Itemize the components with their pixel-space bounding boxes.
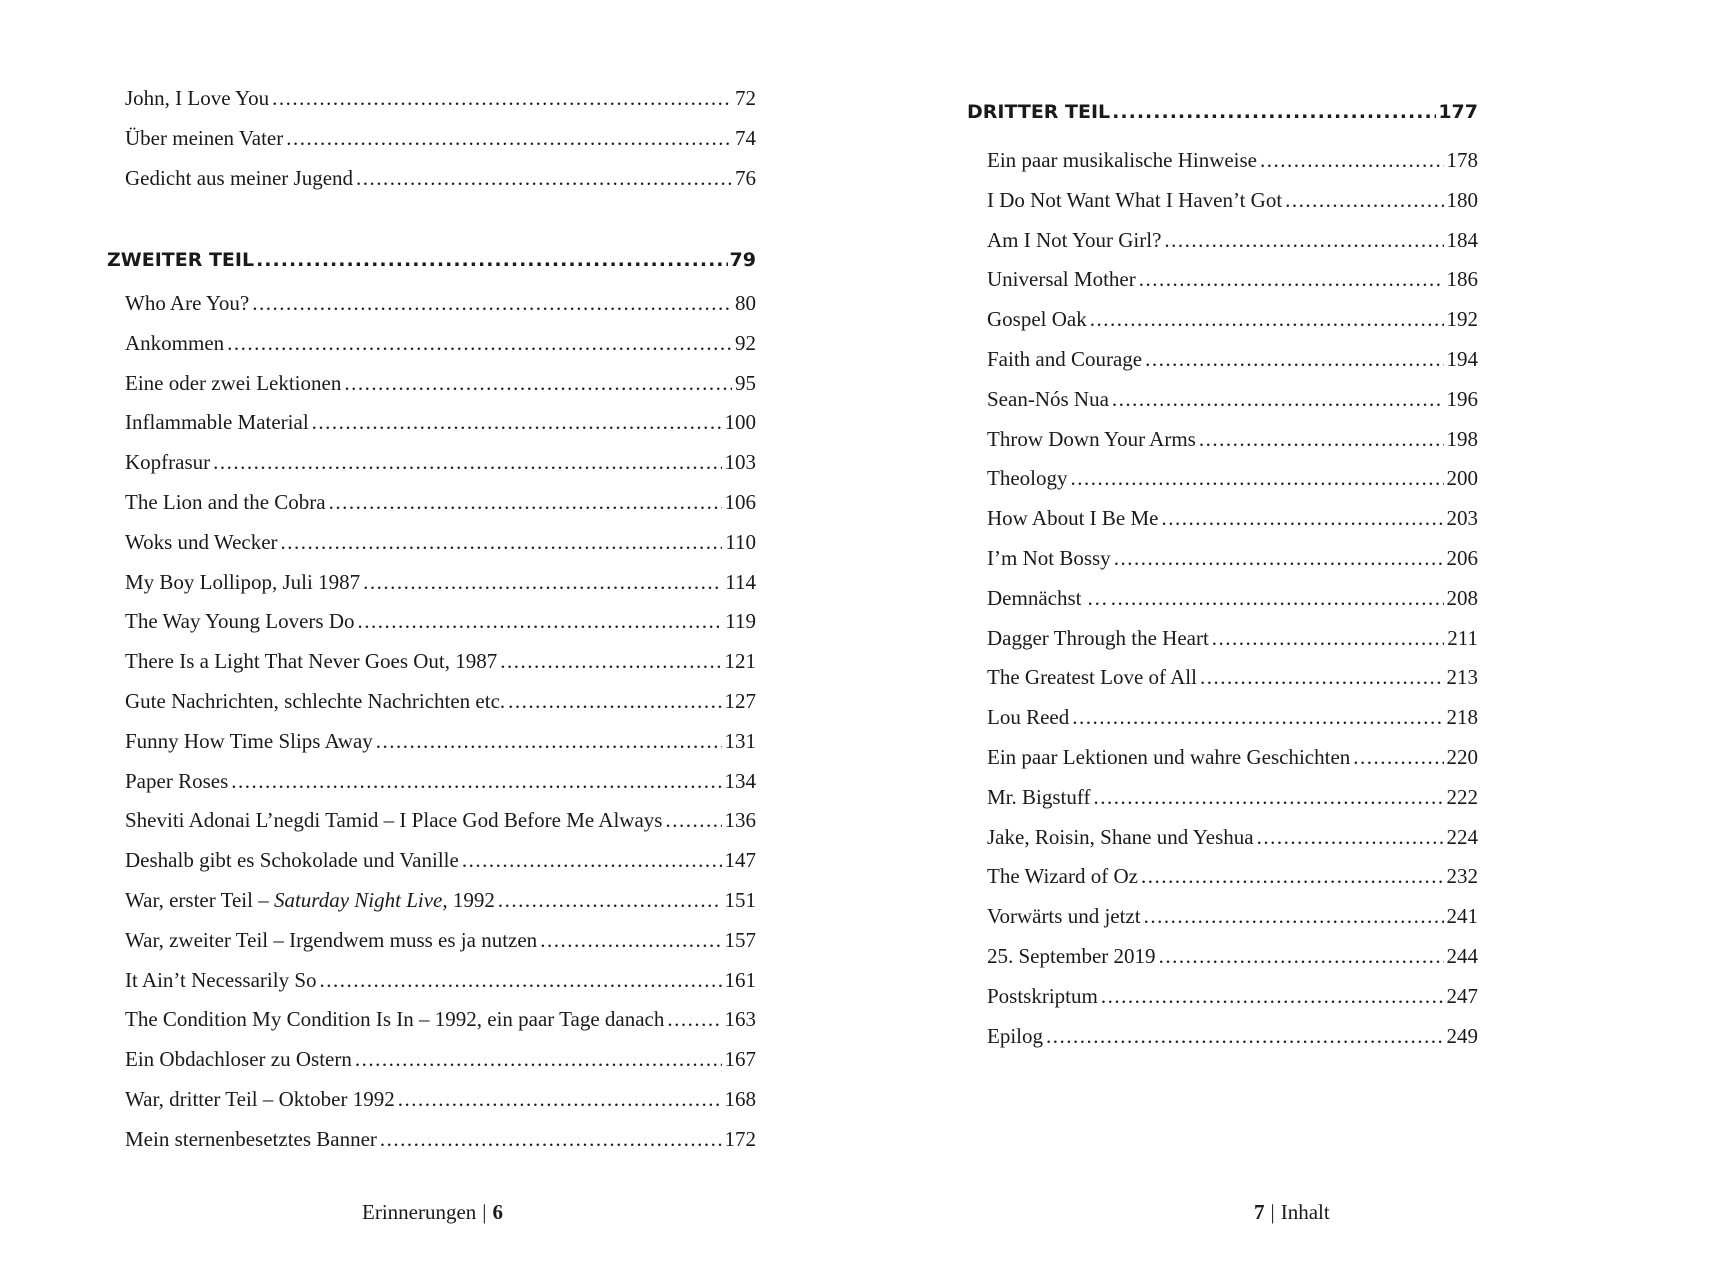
toc-entry[interactable] [125, 79, 756, 119]
toc-entry-title: Ein paar musikalische Hinweise [987, 148, 1258, 172]
toc-entry-title: Deshalb gibt es Schokolade und Vanille [125, 848, 459, 873]
dot-leader [376, 722, 722, 762]
toc-entry-page: 134 [724, 768, 756, 793]
dot-leader [398, 1080, 722, 1120]
toc-entry-title: Dagger Through the Heart [987, 625, 1209, 650]
page-number: 6 [492, 1200, 504, 1224]
dot-leader [312, 403, 722, 443]
toc-entry-title: Paper Roses [125, 768, 229, 793]
dot-leader [1070, 459, 1443, 499]
toc-entry-title: The Wizard of Oz [987, 864, 1138, 889]
toc-entry[interactable] [125, 1080, 756, 1120]
toc-entry-page: 151 [724, 887, 756, 912]
toc-entry[interactable] [987, 300, 1478, 340]
toc-entry-page: 114 [725, 569, 756, 594]
toc-entry[interactable] [987, 499, 1478, 539]
toc-entry-title: Ankommen [125, 330, 225, 355]
toc-entry-title: Gedicht aus meiner Jugend [125, 165, 354, 190]
toc-entry-title: The Lion and the Cobra [125, 489, 326, 514]
dot-leader [231, 762, 721, 802]
toc-entry-title: Epilog [987, 1023, 1043, 1048]
dot-leader [1145, 340, 1443, 380]
toc-entry-page: 241 [1446, 904, 1478, 929]
toc-entry[interactable] [125, 443, 756, 483]
dot-leader [1139, 260, 1444, 300]
section-page: 79 [729, 249, 756, 271]
running-head-label: Inhalt [1280, 1200, 1330, 1224]
toc-entry[interactable] [125, 801, 756, 841]
toc-entry-page: 222 [1446, 784, 1478, 809]
toc-list-dritter-teil [987, 141, 1478, 1056]
toc-entry-page: 172 [724, 1126, 756, 1151]
toc-entry[interactable] [987, 380, 1478, 420]
toc-entry-title: Vorwärts und jetzt [987, 904, 1141, 929]
toc-entry-page: 80 [735, 291, 756, 315]
dot-leader [540, 921, 721, 961]
toc-entry-page: 103 [724, 450, 756, 475]
dot-leader [344, 364, 732, 404]
section-title: ZWEITER TEIL [107, 249, 255, 271]
toc-entry-page: 167 [724, 1047, 756, 1072]
toc-entry-title: Kopfrasur [125, 450, 211, 475]
footer-separator: | [482, 1200, 487, 1224]
right-page [856, 0, 1713, 1270]
toc-entry-title: Gospel Oak [987, 307, 1087, 332]
toc-entry[interactable] [987, 698, 1478, 738]
toc-entry-title: The Greatest Love of All [987, 665, 1197, 690]
toc-entry-page: 192 [1446, 307, 1478, 332]
toc-entry[interactable] [125, 1120, 756, 1160]
toc-entry[interactable] [125, 324, 756, 364]
footer-separator: | [1270, 1200, 1275, 1224]
toc-entry-page: 121 [724, 649, 756, 674]
dot-leader [498, 881, 722, 921]
toc-entry[interactable] [125, 284, 756, 324]
toc-entry[interactable] [987, 778, 1478, 818]
dot-leader [1046, 1017, 1444, 1057]
toc-entry[interactable] [987, 738, 1478, 778]
dot-leader [1090, 300, 1444, 340]
toc-entry-title: Jake, Roisin, Shane und Yeshua [987, 824, 1254, 849]
toc-entry-title: It Ain’t Necessarily So [125, 967, 317, 992]
toc-entry-page: 206 [1446, 545, 1478, 570]
toc-entry[interactable] [125, 841, 756, 881]
toc-entry[interactable] [987, 937, 1478, 977]
toc-entry[interactable] [987, 340, 1478, 380]
dot-leader [1162, 499, 1444, 539]
toc-entry-page: 180 [1446, 187, 1478, 212]
toc-list-zweiter-teil [125, 284, 756, 1160]
toc-entry-title: Eine oder zwei Lektionen [125, 370, 342, 395]
dot-leader [1114, 539, 1444, 579]
dot-leader [1212, 619, 1444, 659]
toc-entry[interactable] [125, 403, 756, 443]
toc-entry[interactable] [987, 221, 1478, 261]
toc-entry-page: 106 [724, 489, 756, 514]
toc-entry-page: 244 [1446, 943, 1478, 968]
toc-entry-page: 163 [724, 1007, 756, 1032]
dot-leader [380, 1120, 722, 1160]
toc-entry-title: Who Are You? [125, 291, 250, 315]
dot-leader [329, 483, 722, 523]
page-footer-left [362, 1200, 503, 1225]
toc-entry-page: 194 [1446, 346, 1478, 371]
toc-entry-page: 196 [1446, 386, 1478, 411]
dot-leader [1353, 738, 1443, 778]
toc-entry-title: Woks und Wecker [125, 529, 278, 554]
dot-leader [1144, 897, 1444, 937]
dot-leader [1260, 141, 1443, 181]
dot-leader [1200, 658, 1444, 698]
toc-entry-title: There Is a Light That Never Goes Out, 1987 [125, 649, 498, 674]
dot-leader [1285, 181, 1443, 221]
dot-leader [1199, 420, 1444, 460]
toc-entry-title: I’m Not Bossy [987, 545, 1111, 570]
dot-leader [1101, 977, 1444, 1017]
toc-entry-page: 184 [1446, 227, 1478, 252]
dot-leader [1111, 579, 1444, 619]
toc-entry[interactable] [987, 141, 1478, 181]
toc-entry[interactable] [125, 602, 756, 642]
toc-entry[interactable] [987, 1017, 1478, 1057]
running-head-label: Erinnerungen [362, 1200, 477, 1224]
toc-entry-title: Inflammable Material [125, 410, 309, 435]
toc-entry[interactable] [987, 619, 1478, 659]
toc-entry-title: Throw Down Your Arms [987, 426, 1196, 451]
dot-leader [355, 1040, 722, 1080]
dot-leader [256, 244, 727, 276]
toc-list-top [125, 79, 756, 198]
toc-entry[interactable] [987, 260, 1478, 300]
toc-entry-page: 247 [1446, 983, 1478, 1008]
toc-entry[interactable] [987, 658, 1478, 698]
toc-entry-title: My Boy Lollipop, Juli 1987 [125, 569, 361, 594]
toc-entry-page: 211 [1447, 625, 1478, 650]
toc-entry[interactable] [987, 579, 1478, 619]
dot-leader [320, 961, 722, 1001]
toc-entry[interactable] [987, 897, 1478, 937]
toc-entry[interactable] [125, 682, 756, 722]
toc-entry-title: Postskriptum [987, 983, 1098, 1008]
toc-entry-page: 92 [735, 330, 756, 355]
toc-entry-page: 100 [724, 410, 756, 435]
toc-entry-title: Demnächst … [987, 585, 1108, 610]
dot-leader [252, 284, 732, 324]
dot-leader [1093, 778, 1443, 818]
toc-entry-page: 224 [1446, 824, 1478, 849]
dot-leader [281, 523, 723, 563]
dot-leader [1141, 857, 1444, 897]
toc-entry-title: War, dritter Teil – Oktober 1992 [125, 1086, 395, 1111]
toc-entry-title: The Condition My Condition Is In – 1992, ein paar Tage danach [125, 1007, 665, 1032]
dot-leader [667, 1000, 721, 1040]
toc-entry[interactable] [987, 818, 1478, 858]
toc-entry-title: Sean-Nós Nua [987, 386, 1109, 411]
toc-entry-title: The Way Young Lovers Do [125, 609, 355, 634]
toc-entry-page: 220 [1446, 744, 1478, 769]
toc-entry-title: 25. September 2019 [987, 943, 1156, 968]
toc-entry-title: Sheviti Adonai L’negdi Tamid – I Place God Before Me Always [125, 808, 663, 833]
toc-entry[interactable] [125, 722, 756, 762]
dot-leader [1112, 96, 1436, 128]
dot-leader [213, 443, 721, 483]
toc-entry-page: 147 [724, 848, 756, 873]
dot-leader [508, 682, 721, 722]
toc-entry[interactable] [125, 762, 756, 802]
dot-leader [1164, 221, 1443, 261]
toc-entry-page: 131 [724, 728, 756, 753]
dot-leader [665, 801, 721, 841]
toc-entry-title: John, I Love You [125, 86, 270, 110]
dot-leader [462, 841, 722, 881]
dot-leader [1072, 698, 1443, 738]
toc-entry[interactable] [125, 483, 756, 523]
dot-leader [500, 642, 721, 682]
toc-entry-title: Lou Reed [987, 705, 1070, 730]
toc-entry[interactable] [125, 1000, 756, 1040]
dot-leader [363, 563, 722, 603]
dot-leader [272, 79, 732, 119]
dot-leader [358, 602, 723, 642]
page-number: 7 [1254, 1200, 1265, 1224]
dot-leader [1159, 937, 1444, 977]
toc-entry-page: 95 [735, 370, 756, 395]
toc-entry[interactable] [125, 881, 756, 921]
toc-entry-title: Mein sternenbesetztes Banner [125, 1126, 377, 1151]
section-heading-dritter-teil[interactable] [967, 96, 1478, 128]
toc-entry-page: 127 [724, 688, 756, 713]
toc-entry-page: 76 [735, 165, 756, 190]
toc-entry[interactable] [125, 364, 756, 404]
toc-entry-page: 72 [735, 86, 756, 110]
toc-entry-title-suffix: 1992 [447, 887, 495, 912]
toc-entry-page: 157 [724, 927, 756, 952]
dot-leader [356, 159, 732, 199]
toc-entry-title: I Do Not Want What I Haven’t Got [987, 187, 1283, 212]
dot-leader [227, 324, 732, 364]
section-page: 177 [1438, 101, 1478, 123]
toc-entry[interactable] [987, 420, 1478, 460]
toc-entry[interactable] [987, 857, 1478, 897]
toc-entry-page: 213 [1446, 665, 1478, 690]
toc-entry[interactable] [125, 961, 756, 1001]
toc-entry[interactable] [987, 539, 1478, 579]
toc-entry-title: Ein paar Lektionen und wahre Geschichten [987, 744, 1351, 769]
toc-entry-page: 200 [1446, 466, 1478, 491]
toc-entry-title: Faith and Courage [987, 346, 1143, 371]
toc-entry-title: Am I Not Your Girl? [987, 227, 1162, 252]
toc-entry-title: War, zweiter Teil – Irgendwem muss es ja nutzen [125, 927, 538, 952]
toc-entry-title: Funny How Time Slips Away [125, 728, 373, 753]
toc-entry-title: Ein Obdachloser zu Ostern [125, 1047, 352, 1072]
toc-entry[interactable] [987, 977, 1478, 1017]
toc-entry-page: 161 [724, 967, 756, 992]
toc-entry-title [125, 881, 495, 921]
toc-entry-page: 218 [1446, 705, 1478, 730]
page-footer-right [1254, 1200, 1330, 1225]
toc-entry[interactable] [125, 1040, 756, 1080]
toc-entry[interactable] [987, 459, 1478, 499]
toc-entry-page: 203 [1446, 506, 1478, 531]
section-heading-zweiter-teil[interactable] [107, 244, 756, 276]
dot-leader [1112, 380, 1444, 420]
toc-entry-page: 110 [725, 529, 756, 554]
toc-entry-page: 232 [1446, 864, 1478, 889]
toc-entry-title: Gute Nachrichten, schlechte Nachrichten etc. [125, 688, 506, 713]
toc-entry-page: 186 [1446, 267, 1478, 292]
toc-entry-title: Universal Mother [987, 267, 1136, 292]
toc-entry-title: Mr. Bigstuff [987, 784, 1091, 809]
toc-entry-page: 168 [724, 1086, 756, 1111]
toc-entry[interactable] [125, 523, 756, 563]
section-title: DRITTER TEIL [967, 101, 1111, 123]
toc-entry[interactable] [125, 563, 756, 603]
toc-entry-title: How About I Be Me [987, 506, 1159, 531]
toc-entry-title-italic: Saturday Night Live, [273, 887, 448, 912]
toc-entry-page: 178 [1446, 148, 1478, 172]
dot-leader [286, 119, 732, 159]
toc-entry-page: 208 [1446, 585, 1478, 610]
toc-entry[interactable] [125, 159, 756, 199]
toc-entry-page: 198 [1446, 426, 1478, 451]
left-page [0, 0, 856, 1270]
toc-entry-title: Theology [987, 466, 1068, 491]
toc-entry[interactable] [987, 181, 1478, 221]
toc-entry-page: 136 [724, 808, 756, 833]
toc-entry[interactable] [125, 921, 756, 961]
toc-entry-title: Über meinen Vater [125, 125, 284, 150]
toc-entry-page: 74 [735, 125, 756, 150]
toc-entry-page: 249 [1446, 1023, 1478, 1048]
toc-entry[interactable] [125, 119, 756, 159]
dot-leader [1257, 818, 1444, 858]
toc-entry[interactable] [125, 642, 756, 682]
toc-entry-title-prefix: War, erster Teil – [125, 887, 274, 912]
toc-entry-page: 119 [725, 609, 756, 634]
